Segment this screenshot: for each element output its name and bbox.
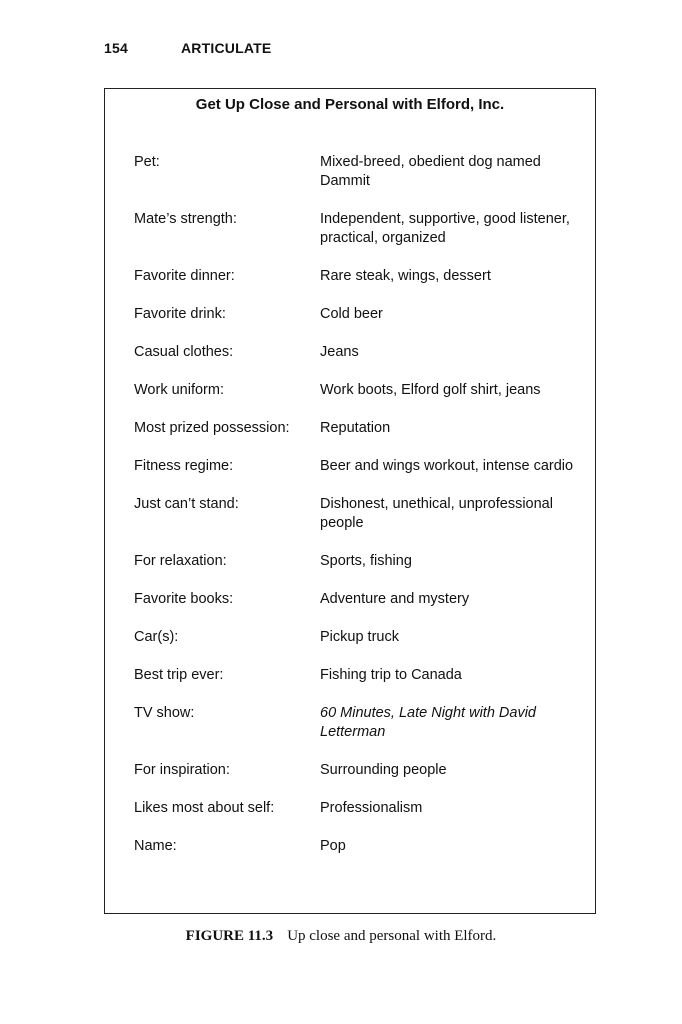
- row-label: Favorite dinner:: [134, 268, 235, 284]
- row-label: Best trip ever:: [134, 667, 224, 683]
- row-value: Dishonest, unethical, unprofessional people: [320, 496, 553, 531]
- row-label: Favorite books:: [134, 591, 234, 607]
- profile-row-mates-strength: [134, 210, 574, 248]
- box-title: Get Up Close and Personal with Elford, Inc.: [195, 96, 505, 113]
- profile-row-pet: [134, 153, 574, 191]
- row-label: For inspiration:: [134, 762, 230, 778]
- row-label: Car(s):: [134, 629, 179, 645]
- row-value: Mixed-breed, obedient dog named Dammit: [320, 154, 541, 189]
- section-title: ARTICULATE: [181, 40, 272, 56]
- row-label: Just can’t stand:: [134, 496, 239, 512]
- row-value: Adventure and mystery: [320, 591, 470, 607]
- profile-row-favorite-drink: [134, 305, 574, 324]
- row-value: Cold beer: [320, 306, 383, 322]
- row-value: Pop: [320, 838, 346, 854]
- profile-list: [134, 153, 574, 875]
- profile-row-name: [134, 837, 574, 856]
- row-value: Professionalism: [320, 800, 423, 816]
- row-value: 60 Minutes, Late Night with David Letterman: [320, 705, 536, 740]
- profile-row-likes-most-about-self: [134, 799, 574, 818]
- row-value: Beer and wings workout, intense cardio: [320, 458, 574, 474]
- profile-row-fitness-regime: [134, 457, 574, 476]
- row-value: Fishing trip to Canada: [320, 667, 462, 683]
- row-label: Most prized possession:: [134, 420, 290, 436]
- figure-label: FIGURE 11.3: [185, 928, 274, 944]
- row-value: Surrounding people: [320, 762, 447, 778]
- profile-box: [104, 88, 596, 914]
- row-value: Reputation: [320, 420, 391, 436]
- row-value: Rare steak, wings, dessert: [320, 268, 491, 284]
- profile-row-tv-show: [134, 704, 574, 742]
- row-value: Jeans: [320, 344, 359, 360]
- row-label: Pet:: [134, 154, 160, 170]
- row-label: Name:: [134, 838, 177, 854]
- profile-row-cars: [134, 628, 574, 647]
- running-head: [104, 40, 271, 56]
- profile-row-just-cant-stand: [134, 495, 574, 533]
- row-label: For relaxation:: [134, 553, 227, 569]
- row-label: Favorite drink:: [134, 306, 226, 322]
- profile-row-for-inspiration: [134, 761, 574, 780]
- row-label: Mate’s strength:: [134, 211, 237, 227]
- row-label: Work uniform:: [134, 382, 224, 398]
- profile-row-favorite-dinner: [134, 267, 574, 286]
- row-value: Sports, fishing: [320, 553, 412, 569]
- profile-row-best-trip-ever: [134, 666, 574, 685]
- profile-row-for-relaxation: [134, 552, 574, 571]
- figure-caption: [0, 928, 682, 945]
- row-label: Likes most about self:: [134, 800, 275, 816]
- row-label: Casual clothes:: [134, 344, 234, 360]
- row-value: Independent, supportive, good listener, practical, organized: [320, 211, 570, 246]
- page-number: 154: [104, 40, 128, 56]
- profile-row-most-prized-possession: [134, 419, 574, 438]
- profile-row-favorite-books: [134, 590, 574, 609]
- row-label: Fitness regime:: [134, 458, 234, 474]
- profile-row-casual-clothes: [134, 343, 574, 362]
- row-value: Pickup truck: [320, 629, 399, 645]
- profile-row-work-uniform: [134, 381, 574, 400]
- row-value: Work boots, Elford golf shirt, jeans: [320, 382, 541, 398]
- row-label: TV show:: [134, 705, 195, 721]
- caption-text: Up close and personal with Elford.: [287, 928, 497, 944]
